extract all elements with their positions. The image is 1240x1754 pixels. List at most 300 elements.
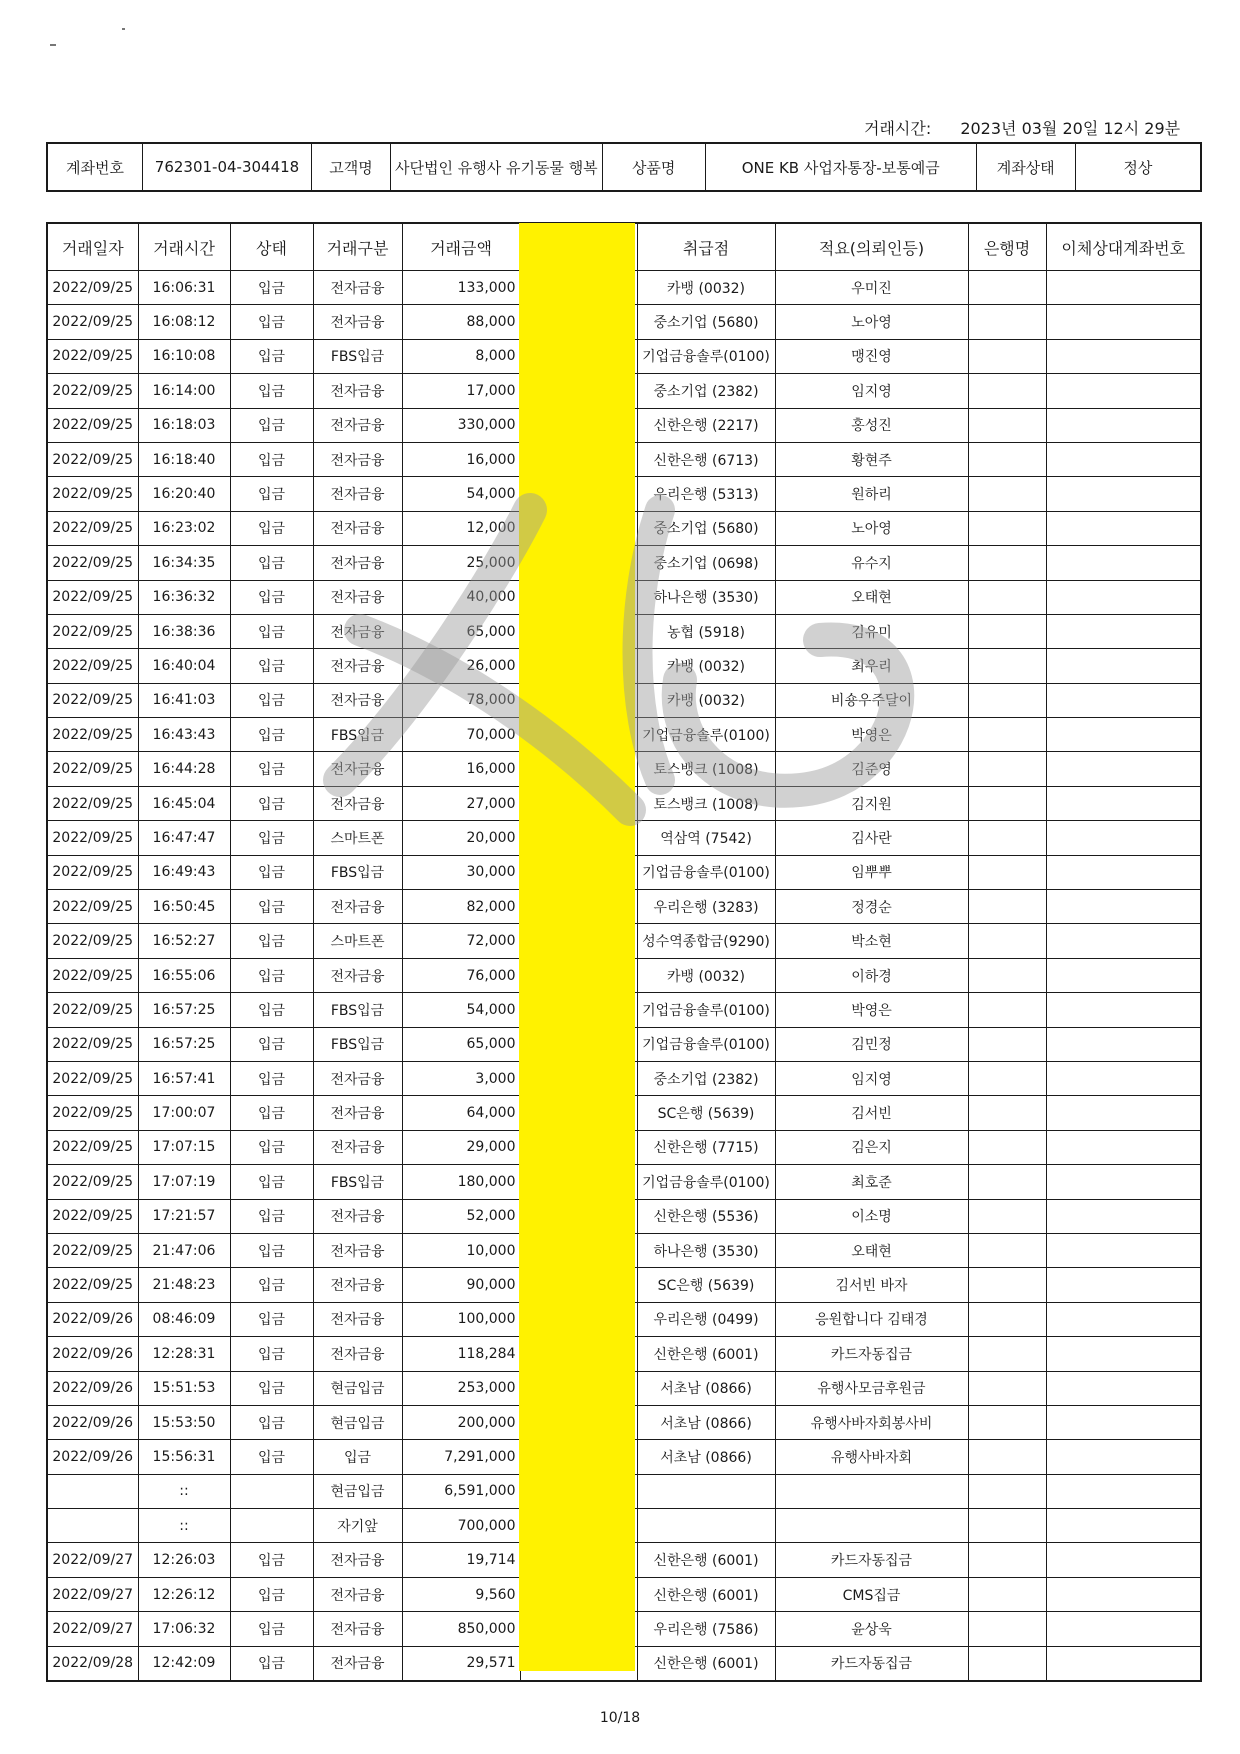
table-cell: 2022/09/25	[47, 408, 138, 442]
table-cell	[968, 993, 1046, 1027]
table-cell: 토스뱅크 (1008)	[637, 752, 775, 786]
table-cell: 입금	[230, 924, 313, 958]
table-cell: 2022/09/25	[47, 683, 138, 717]
table-cell: 입금	[230, 1027, 313, 1061]
table-cell	[1046, 1027, 1201, 1061]
table-cell: 기업금융솔루(0100)	[637, 1027, 775, 1061]
table-cell: 입금	[230, 855, 313, 889]
table-cell: 노아영	[775, 305, 968, 339]
table-cell: 2022/09/25	[47, 924, 138, 958]
table-cell: 농협 (5918)	[637, 614, 775, 648]
table-cell: 서초남 (0866)	[637, 1405, 775, 1439]
print-timestamp	[864, 116, 1180, 139]
table-cell	[968, 786, 1046, 820]
table-cell	[968, 1165, 1046, 1199]
table-cell: 2022/09/25	[47, 1199, 138, 1233]
table-cell: 전자금융	[313, 546, 402, 580]
table-cell: FBS입금	[313, 1165, 402, 1199]
table-cell: 신한은행 (6001)	[637, 1577, 775, 1611]
table-cell: 82,000	[402, 890, 520, 924]
table-cell: 70,000	[402, 718, 520, 752]
table-cell	[968, 1577, 1046, 1611]
table-cell	[1046, 1268, 1201, 1302]
table-cell: 우미진	[775, 271, 968, 305]
table-cell: 입금	[230, 1646, 313, 1680]
table-cell: 신한은행 (6713)	[637, 442, 775, 476]
table-cell	[968, 752, 1046, 786]
table-cell: 입금	[230, 408, 313, 442]
scan-speck	[50, 44, 56, 46]
column-header: 이체상대계좌번호	[1046, 223, 1201, 271]
table-cell: 우리은행 (0499)	[637, 1302, 775, 1336]
table-cell: 64,000	[402, 1096, 520, 1130]
table-cell: 180,000	[402, 1165, 520, 1199]
table-cell: 16:06:31	[138, 271, 230, 305]
table-cell: 17:00:07	[138, 1096, 230, 1130]
column-header: 상태	[230, 223, 313, 271]
table-cell	[1046, 1061, 1201, 1095]
table-cell	[968, 683, 1046, 717]
table-cell	[1046, 821, 1201, 855]
table-cell: 65,000	[402, 614, 520, 648]
table-cell: 맹진영	[775, 339, 968, 373]
column-header: 거래일자	[47, 223, 138, 271]
table-cell: 전자금융	[313, 683, 402, 717]
table-cell: 기업금융솔루(0100)	[637, 718, 775, 752]
table-cell	[968, 890, 1046, 924]
table-cell	[637, 1509, 775, 1543]
table-cell: 2022/09/26	[47, 1302, 138, 1336]
table-cell	[968, 580, 1046, 614]
table-cell: 현금입금	[313, 1371, 402, 1405]
table-cell: 2022/09/25	[47, 477, 138, 511]
table-cell: 2022/09/25	[47, 993, 138, 1027]
table-cell: 전자금융	[313, 614, 402, 648]
table-cell	[968, 1199, 1046, 1233]
table-cell: 2022/09/25	[47, 614, 138, 648]
table-cell: 임지영	[775, 374, 968, 408]
table-cell	[968, 614, 1046, 648]
table-cell: 입금	[230, 1577, 313, 1611]
table-cell: 9,560	[402, 1577, 520, 1611]
table-cell: 김준영	[775, 752, 968, 786]
table-cell: 72,000	[402, 924, 520, 958]
table-cell	[1046, 1096, 1201, 1130]
table-cell	[968, 1268, 1046, 1302]
table-cell	[968, 408, 1046, 442]
table-cell	[775, 1509, 968, 1543]
table-cell: 박영은	[775, 718, 968, 752]
table-cell: 전자금융	[313, 1612, 402, 1646]
table-cell: 기업금융솔루(0100)	[637, 855, 775, 889]
table-cell	[1046, 855, 1201, 889]
table-cell	[1046, 1440, 1201, 1474]
table-cell	[968, 1474, 1046, 1508]
table-cell: 2022/09/25	[47, 271, 138, 305]
table-cell: 오태현	[775, 1233, 968, 1267]
table-cell: 노아영	[775, 511, 968, 545]
table-cell	[1046, 511, 1201, 545]
table-cell: 133,000	[402, 271, 520, 305]
table-cell: 입금	[230, 614, 313, 648]
table-cell	[968, 477, 1046, 511]
table-cell: 2022/09/25	[47, 339, 138, 373]
table-cell: 입금	[230, 1061, 313, 1095]
table-cell: 입금	[230, 442, 313, 476]
table-cell: 김은지	[775, 1130, 968, 1164]
table-cell: 2022/09/25	[47, 1096, 138, 1130]
table-cell	[1046, 683, 1201, 717]
table-cell	[968, 374, 1046, 408]
table-cell	[1046, 305, 1201, 339]
table-cell: 유수지	[775, 546, 968, 580]
table-cell: 08:46:09	[138, 1302, 230, 1336]
table-cell	[1046, 958, 1201, 992]
table-cell: 자기앞	[313, 1509, 402, 1543]
table-cell: 전자금융	[313, 1233, 402, 1267]
redaction-bar	[519, 223, 635, 1671]
table-cell: 서초남 (0866)	[637, 1440, 775, 1474]
table-cell	[968, 958, 1046, 992]
table-cell: 김서빈	[775, 1096, 968, 1130]
table-cell: 27,000	[402, 786, 520, 820]
table-cell: 2022/09/25	[47, 752, 138, 786]
table-cell: 2022/09/25	[47, 958, 138, 992]
table-cell: 입금	[230, 1371, 313, 1405]
table-cell: 황현주	[775, 442, 968, 476]
table-cell	[1046, 271, 1201, 305]
account-no-label: 계좌번호	[47, 143, 143, 191]
table-cell	[1046, 1405, 1201, 1439]
column-header: 적요(의뢰인등)	[775, 223, 968, 271]
table-cell	[968, 1302, 1046, 1336]
table-cell: 2022/09/25	[47, 442, 138, 476]
table-cell: 전자금융	[313, 1130, 402, 1164]
table-cell: 전자금융	[313, 442, 402, 476]
table-cell: 76,000	[402, 958, 520, 992]
table-cell	[1046, 1233, 1201, 1267]
table-cell: 우리은행 (3283)	[637, 890, 775, 924]
table-cell: 김유미	[775, 614, 968, 648]
table-cell: 16:20:40	[138, 477, 230, 511]
table-cell	[968, 1061, 1046, 1095]
table-cell: 입금	[230, 1337, 313, 1371]
table-cell: 12:26:03	[138, 1543, 230, 1577]
table-cell: 2022/09/25	[47, 1130, 138, 1164]
table-cell: FBS입금	[313, 855, 402, 889]
table-cell: 카드자동집금	[775, 1337, 968, 1371]
table-cell: 입금	[230, 1612, 313, 1646]
table-cell	[1046, 580, 1201, 614]
table-cell: SC은행 (5639)	[637, 1096, 775, 1130]
table-cell	[968, 546, 1046, 580]
page-number: 10/18	[599, 1710, 641, 1726]
table-cell	[775, 1474, 968, 1508]
table-cell	[968, 442, 1046, 476]
table-cell	[1046, 442, 1201, 476]
table-cell: 16:38:36	[138, 614, 230, 648]
table-cell: 현금입금	[313, 1474, 402, 1508]
table-cell	[1046, 546, 1201, 580]
table-cell	[230, 1474, 313, 1508]
table-cell: 입금	[230, 374, 313, 408]
table-cell: 박소현	[775, 924, 968, 958]
table-cell: 2022/09/25	[47, 374, 138, 408]
table-cell: FBS입금	[313, 993, 402, 1027]
scan-speck	[122, 28, 125, 30]
table-cell	[968, 1612, 1046, 1646]
table-cell: 카뱅 (0032)	[637, 271, 775, 305]
table-cell	[1046, 614, 1201, 648]
table-cell: 전자금융	[313, 1199, 402, 1233]
table-cell: 전자금융	[313, 511, 402, 545]
table-cell: 하나은행 (3530)	[637, 580, 775, 614]
table-cell: 카드자동집금	[775, 1646, 968, 1680]
table-cell: 입금	[230, 683, 313, 717]
column-header: 거래시간	[138, 223, 230, 271]
table-cell: 2022/09/25	[47, 821, 138, 855]
table-cell: 88,000	[402, 305, 520, 339]
table-cell	[968, 1096, 1046, 1130]
column-header: 은행명	[968, 223, 1046, 271]
table-cell: 2022/09/27	[47, 1577, 138, 1611]
table-cell: 17:21:57	[138, 1199, 230, 1233]
customer-value: 사단법인 유행사 유기동물 행복	[391, 143, 603, 191]
table-cell: 우리은행 (7586)	[637, 1612, 775, 1646]
account-info-bar	[46, 142, 1202, 192]
table-cell: 2022/09/25	[47, 546, 138, 580]
table-cell: 원하리	[775, 477, 968, 511]
table-cell: 윤상욱	[775, 1612, 968, 1646]
table-cell: 입금	[230, 1130, 313, 1164]
table-cell	[968, 339, 1046, 373]
table-cell: SC은행 (5639)	[637, 1268, 775, 1302]
table-cell: 2022/09/25	[47, 511, 138, 545]
table-cell	[968, 1337, 1046, 1371]
table-cell: 최우리	[775, 649, 968, 683]
table-cell: 2022/09/27	[47, 1612, 138, 1646]
table-cell: 전자금융	[313, 958, 402, 992]
table-cell: 중소기업 (5680)	[637, 511, 775, 545]
table-cell: 16:50:45	[138, 890, 230, 924]
table-cell: 김지원	[775, 786, 968, 820]
table-cell	[968, 855, 1046, 889]
table-cell: 16:08:12	[138, 305, 230, 339]
table-cell: 200,000	[402, 1405, 520, 1439]
table-cell: 스마트폰	[313, 821, 402, 855]
table-cell: 16:40:04	[138, 649, 230, 683]
table-cell: 16:44:28	[138, 752, 230, 786]
table-cell	[1046, 718, 1201, 752]
table-cell: 7,291,000	[402, 1440, 520, 1474]
table-cell	[968, 1027, 1046, 1061]
table-cell: 3,000	[402, 1061, 520, 1095]
table-cell: 2022/09/25	[47, 855, 138, 889]
table-cell	[47, 1474, 138, 1508]
table-cell: 입금	[230, 305, 313, 339]
table-cell: 입금	[230, 1543, 313, 1577]
account-no-value: 762301-04-304418	[143, 143, 312, 191]
table-cell: 입금	[230, 1096, 313, 1130]
table-cell: 2022/09/25	[47, 1165, 138, 1199]
table-cell	[1046, 1543, 1201, 1577]
table-cell: 12,000	[402, 511, 520, 545]
table-cell: 입금	[230, 786, 313, 820]
table-cell: 박영은	[775, 993, 968, 1027]
column-header: 취급점	[637, 223, 775, 271]
table-cell	[968, 511, 1046, 545]
status-value: 정상	[1075, 143, 1201, 191]
table-cell	[230, 1509, 313, 1543]
table-cell	[1046, 339, 1201, 373]
table-cell: 김민정	[775, 1027, 968, 1061]
table-cell	[968, 1509, 1046, 1543]
table-cell	[1046, 1302, 1201, 1336]
table-cell: 2022/09/25	[47, 1233, 138, 1267]
table-cell: 253,000	[402, 1371, 520, 1405]
table-cell: 입금	[230, 1233, 313, 1267]
table-cell: FBS입금	[313, 339, 402, 373]
table-cell: FBS입금	[313, 718, 402, 752]
table-cell: 입금	[230, 752, 313, 786]
table-cell: 17,000	[402, 374, 520, 408]
table-cell: 중소기업 (5680)	[637, 305, 775, 339]
table-cell: 2022/09/28	[47, 1646, 138, 1680]
table-cell: 15:53:50	[138, 1405, 230, 1439]
table-cell: 중소기업 (2382)	[637, 374, 775, 408]
table-cell: 2022/09/26	[47, 1337, 138, 1371]
table-cell: 2022/09/25	[47, 1061, 138, 1095]
table-cell: 이하경	[775, 958, 968, 992]
product-label: 상품명	[602, 143, 705, 191]
table-cell: 카뱅 (0032)	[637, 683, 775, 717]
table-cell: 12:26:12	[138, 1577, 230, 1611]
table-cell: 역삼역 (7542)	[637, 821, 775, 855]
table-cell	[968, 649, 1046, 683]
table-cell: 전자금융	[313, 580, 402, 614]
table-cell: 전자금융	[313, 752, 402, 786]
table-cell	[1046, 1199, 1201, 1233]
table-cell: 입금	[230, 339, 313, 373]
table-cell	[1046, 1612, 1201, 1646]
table-cell: 2022/09/25	[47, 305, 138, 339]
print-time-label: 거래시간:	[864, 119, 932, 138]
table-cell: 전자금융	[313, 1577, 402, 1611]
table-cell: 입금	[230, 958, 313, 992]
table-cell: 20,000	[402, 821, 520, 855]
table-cell: 유행사바자회봉사비	[775, 1405, 968, 1439]
table-cell	[968, 1233, 1046, 1267]
table-cell: 19,714	[402, 1543, 520, 1577]
table-cell: CMS집금	[775, 1577, 968, 1611]
table-cell: 330,000	[402, 408, 520, 442]
table-cell: 16:45:04	[138, 786, 230, 820]
table-cell: 2022/09/25	[47, 649, 138, 683]
table-cell: 홍성진	[775, 408, 968, 442]
table-cell: 40,000	[402, 580, 520, 614]
table-cell: 16:47:47	[138, 821, 230, 855]
table-cell: 16:57:25	[138, 993, 230, 1027]
table-cell: 신한은행 (7715)	[637, 1130, 775, 1164]
table-cell: 입금	[230, 890, 313, 924]
table-cell	[1046, 752, 1201, 786]
table-cell: 임지영	[775, 1061, 968, 1095]
table-cell: 전자금융	[313, 1337, 402, 1371]
table-cell: 2022/09/25	[47, 580, 138, 614]
table-cell: 16:36:32	[138, 580, 230, 614]
table-cell: ::	[138, 1474, 230, 1508]
customer-label: 고객명	[312, 143, 391, 191]
table-cell: 29,000	[402, 1130, 520, 1164]
table-cell: 16:41:03	[138, 683, 230, 717]
status-label: 계좌상태	[976, 143, 1075, 191]
table-cell: 신한은행 (6001)	[637, 1543, 775, 1577]
table-cell: 16:57:25	[138, 1027, 230, 1061]
table-cell: 최호준	[775, 1165, 968, 1199]
table-cell: 서초남 (0866)	[637, 1371, 775, 1405]
table-cell: 입금	[230, 1165, 313, 1199]
table-cell: 중소기업 (0698)	[637, 546, 775, 580]
table-cell: 입금	[230, 546, 313, 580]
table-cell: 전자금융	[313, 408, 402, 442]
table-cell	[1046, 890, 1201, 924]
table-cell: 정경순	[775, 890, 968, 924]
table-cell: 전자금융	[313, 1096, 402, 1130]
table-cell: 15:56:31	[138, 1440, 230, 1474]
table-cell: ::	[138, 1509, 230, 1543]
table-cell: 2022/09/25	[47, 1268, 138, 1302]
table-cell: 기업금융솔루(0100)	[637, 1165, 775, 1199]
table-cell: 스마트폰	[313, 924, 402, 958]
table-cell: 2022/09/25	[47, 786, 138, 820]
table-cell: 카뱅 (0032)	[637, 958, 775, 992]
table-cell: 8,000	[402, 339, 520, 373]
table-cell: 16:57:41	[138, 1061, 230, 1095]
table-cell	[968, 1371, 1046, 1405]
table-cell: 52,000	[402, 1199, 520, 1233]
table-cell: 유행사바자회	[775, 1440, 968, 1474]
table-cell	[1046, 477, 1201, 511]
table-cell: 입금	[230, 1268, 313, 1302]
table-cell: 21:48:23	[138, 1268, 230, 1302]
table-cell: 전자금융	[313, 1646, 402, 1680]
table-cell: 100,000	[402, 1302, 520, 1336]
print-time-value: 2023년 03월 20일 12시 29분	[960, 119, 1181, 138]
table-cell: 응원합니다 김태경	[775, 1302, 968, 1336]
table-cell: 전자금융	[313, 786, 402, 820]
table-cell: 90,000	[402, 1268, 520, 1302]
table-cell: 전자금융	[313, 271, 402, 305]
table-cell	[968, 1405, 1046, 1439]
table-cell	[1046, 924, 1201, 958]
table-cell	[968, 1646, 1046, 1680]
table-cell	[1046, 993, 1201, 1027]
table-cell: 입금	[230, 1405, 313, 1439]
table-cell: 하나은행 (3530)	[637, 1233, 775, 1267]
table-cell: 전자금융	[313, 890, 402, 924]
table-cell: 25,000	[402, 546, 520, 580]
table-cell: 신한은행 (6001)	[637, 1337, 775, 1371]
table-cell: 입금	[230, 511, 313, 545]
table-cell: 토스뱅크 (1008)	[637, 786, 775, 820]
table-cell: 16,000	[402, 752, 520, 786]
table-cell: 16:18:40	[138, 442, 230, 476]
table-cell: 16:34:35	[138, 546, 230, 580]
table-cell: 54,000	[402, 477, 520, 511]
table-cell: 김서빈 바자	[775, 1268, 968, 1302]
table-cell: 전자금융	[313, 1302, 402, 1336]
table-cell: 현금입금	[313, 1405, 402, 1439]
